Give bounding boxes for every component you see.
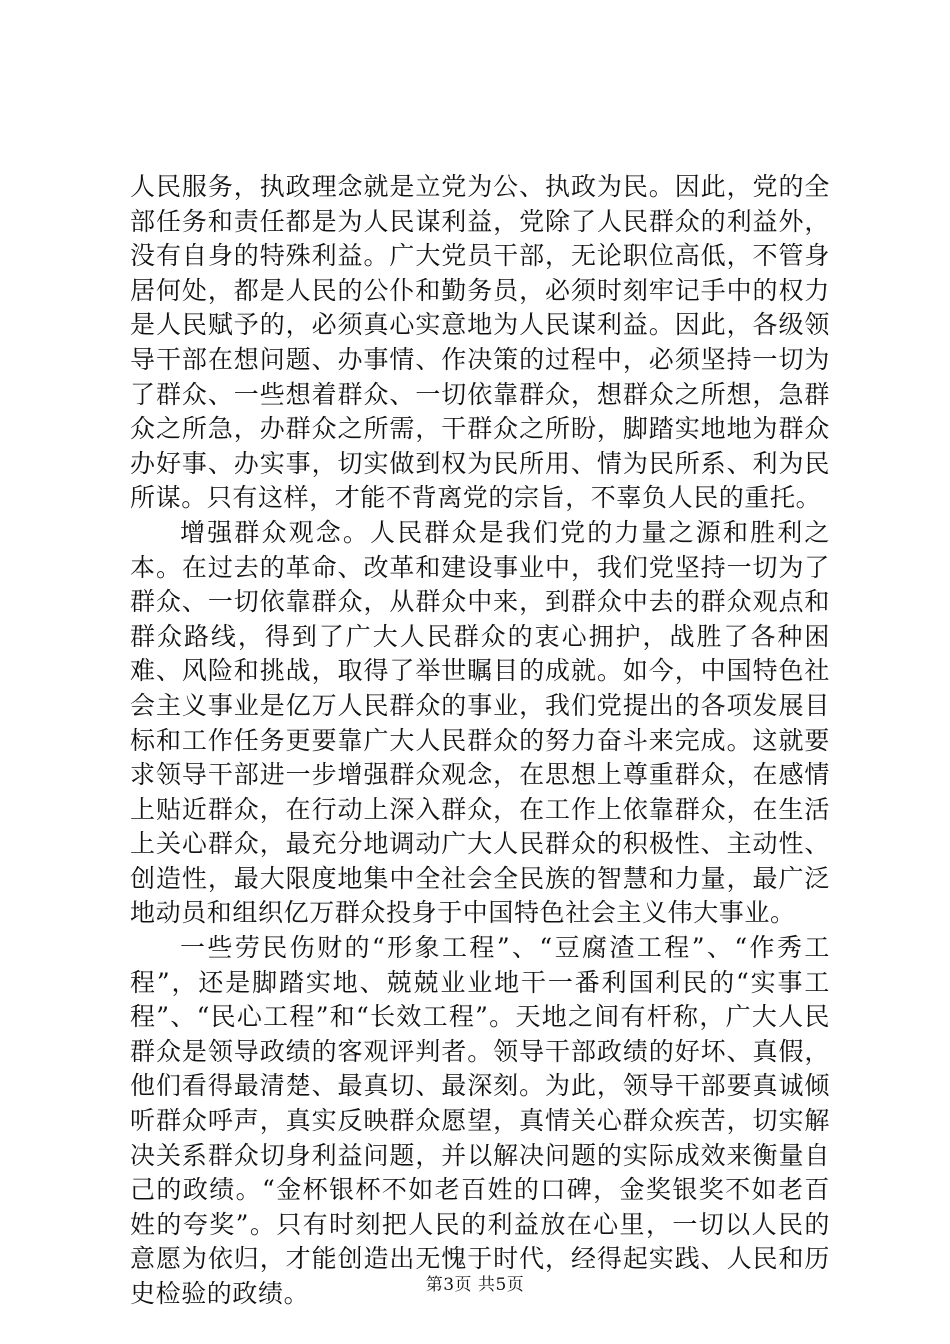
paragraph-performance: 一些劳民伤财的“形象工程”、“豆腐渣工程”、“作秀工程”，还是脚踏实地、兢兢业业地干一番利国利民的“实事工程”、“民心工程”和“长效工程”。天地之间有杆称，广大人民群众是领导政绩的客观评判者。领导干部政绩的好坏、真假，他们看得最清楚、最真切、最深刻。为此，领导干部要真诚倾听群众呼声，真实反映群众愿望，真情关心群众疾苦，切实解决关系群众切身利益问题，并以解决问题的实际成效来衡量自己的政绩。“金杯银杯不如老百姓的口碑，金奖银奖不如老百姓的夸奖”。只有时刻把人民的利益放在心里，一切以人民的意愿为依归，才能创造出无愧于时代，经得起实践、人民和历史检验的政绩。 [130, 933, 830, 1308]
paragraph-mass-viewpoint: 增强群众观念。人民群众是我们党的力量之源和胜利之本。在过去的革命、改革和建设事业中，我们党坚持一切为了群众、一切依靠群众，从群众中来，到群众中去的群众观点和群众路线，得到了广大人民群众的衷心拥护，战胜了各种困难、风险和挑战，取得了举世瞩目的成就。如今，中国特色社会主义事业是亿万人民群众的事业，我们党提出的各项发展目标和工作任务更要靠广大人民群众的努力奋斗来完成。这就要求领导干部进一步增强群众观念，在思想上尊重群众，在感情上贴近群众，在行动上深入群众，在工作上依靠群众，在生活上关心群众，最充分地调动广大人民群众的积极性、主动性、创造性，最大限度地集中全社会全民族的智慧和力量，最广泛地动员和组织亿万群众投身于中国特色社会主义伟大事业。 [130, 517, 830, 928]
page-number-footer: 第3页 共5页 [425, 1275, 525, 1295]
paragraph-continuation: 人民服务，执政理念就是立党为公、执政为民。因此，党的全部任务和责任都是为人民谋利益，党除了人民群众的利益外，没有自身的特殊利益。广大党员干部，无论职位高低，不管身居何处，都是人民的公仆和勤务员，必须时刻牢记手中的权力是人民赋予的，必须真心实意地为人民谋利益。因此，各级领导干部在想问题、办事情、作决策的过程中，必须坚持一切为了群众、一些想着群众、一切依靠群众，想群众之所想，急群众之所急，办群众之所需，干群众之所盼，脚踏实地地为群众办好事、办实事，切实做到权为民所用、情为民所系、利为民所谋。只有这样，才能不背离党的宗旨，不辜负人民的重托。 [130, 172, 830, 513]
document-body [130, 170, 830, 1312]
